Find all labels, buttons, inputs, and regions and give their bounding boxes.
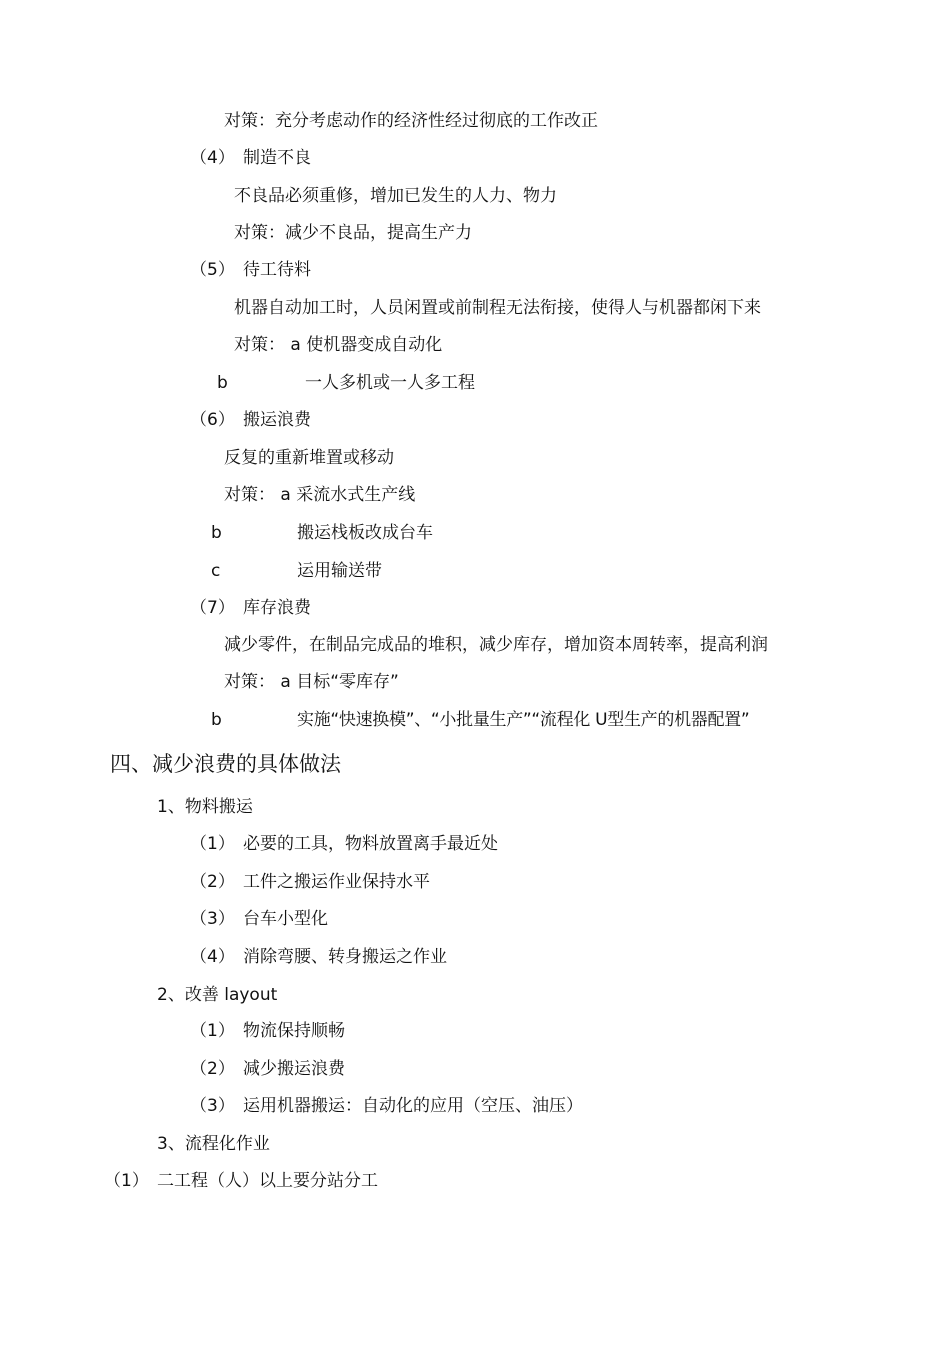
description-line: 反复的重新堆置或移动: [224, 448, 394, 468]
item-text: 减少搬运浪费: [243, 1059, 345, 1079]
item-number: （1）: [190, 834, 235, 854]
item-text: 物流保持顺畅: [243, 1021, 345, 1041]
subsection-title: 1、物料搬运: [157, 797, 253, 817]
sub-text: 一人多机或一人多工程: [305, 373, 475, 393]
sub-text: 搬运栈板改成台车: [297, 523, 433, 543]
item-text: 台车小型化: [243, 909, 328, 929]
item-number: （4）: [190, 947, 235, 967]
subsection-title: 2、改善 layout: [157, 985, 278, 1005]
sub-text: 运用输送带: [297, 561, 382, 581]
item-title: 制造不良: [243, 148, 311, 168]
item-number: （3）: [190, 1096, 235, 1116]
item-title: 待工待料: [243, 260, 311, 280]
item-text: 工件之搬运作业保持水平: [243, 872, 430, 892]
description-line: 不良品必须重修，增加已发生的人力、物力: [234, 186, 557, 206]
sub-letter: b: [211, 710, 222, 730]
item-text: 二工程（人）以上要分站分工: [157, 1171, 378, 1191]
item-text: 必要的工具，物料放置离手最近处: [243, 834, 498, 854]
section-heading: 四、减少浪费的具体做法: [110, 752, 341, 776]
item-number: （6）: [190, 410, 235, 430]
item-number: （7）: [190, 598, 235, 618]
item-number: （5）: [190, 260, 235, 280]
description-line: 减少零件，在制品完成品的堆积，减少库存，增加资本周转率，提高利润: [224, 635, 768, 655]
item-number: （1）: [104, 1171, 149, 1191]
item-number: （1）: [190, 1021, 235, 1041]
item-text: 运用机器搬运：自动化的应用（空压、油压）: [243, 1096, 583, 1116]
item-title: 搬运浪费: [243, 410, 311, 430]
description-line: 机器自动加工时，人员闲置或前制程无法衔接，使得人与机器都闲下来: [234, 298, 761, 318]
item-number: （3）: [190, 909, 235, 929]
item-text: 消除弯腰、转身搬运之作业: [243, 947, 447, 967]
item-number: （2）: [190, 1059, 235, 1079]
countermeasure-line: 对策： a 使机器变成自动化: [234, 335, 443, 355]
item-number: （2）: [190, 872, 235, 892]
countermeasure-line: 对策： a 采流水式生产线: [224, 485, 416, 505]
sub-text: 实施“快速换模”、“小批量生产”“流程化 U型生产的机器配置”: [297, 710, 750, 730]
sub-letter: b: [217, 373, 228, 393]
sub-letter: b: [211, 523, 222, 543]
item-number: （4）: [190, 148, 235, 168]
countermeasure-line: 对策：减少不良品，提高生产力: [234, 223, 472, 243]
countermeasure-line: 对策： a 目标“零库存”: [224, 672, 399, 692]
sub-letter: c: [211, 561, 221, 581]
subsection-title: 3、流程化作业: [157, 1134, 270, 1154]
countermeasure-line: 对策：充分考虑动作的经济性经过彻底的工作改正: [224, 111, 598, 131]
item-title: 库存浪费: [243, 598, 311, 618]
